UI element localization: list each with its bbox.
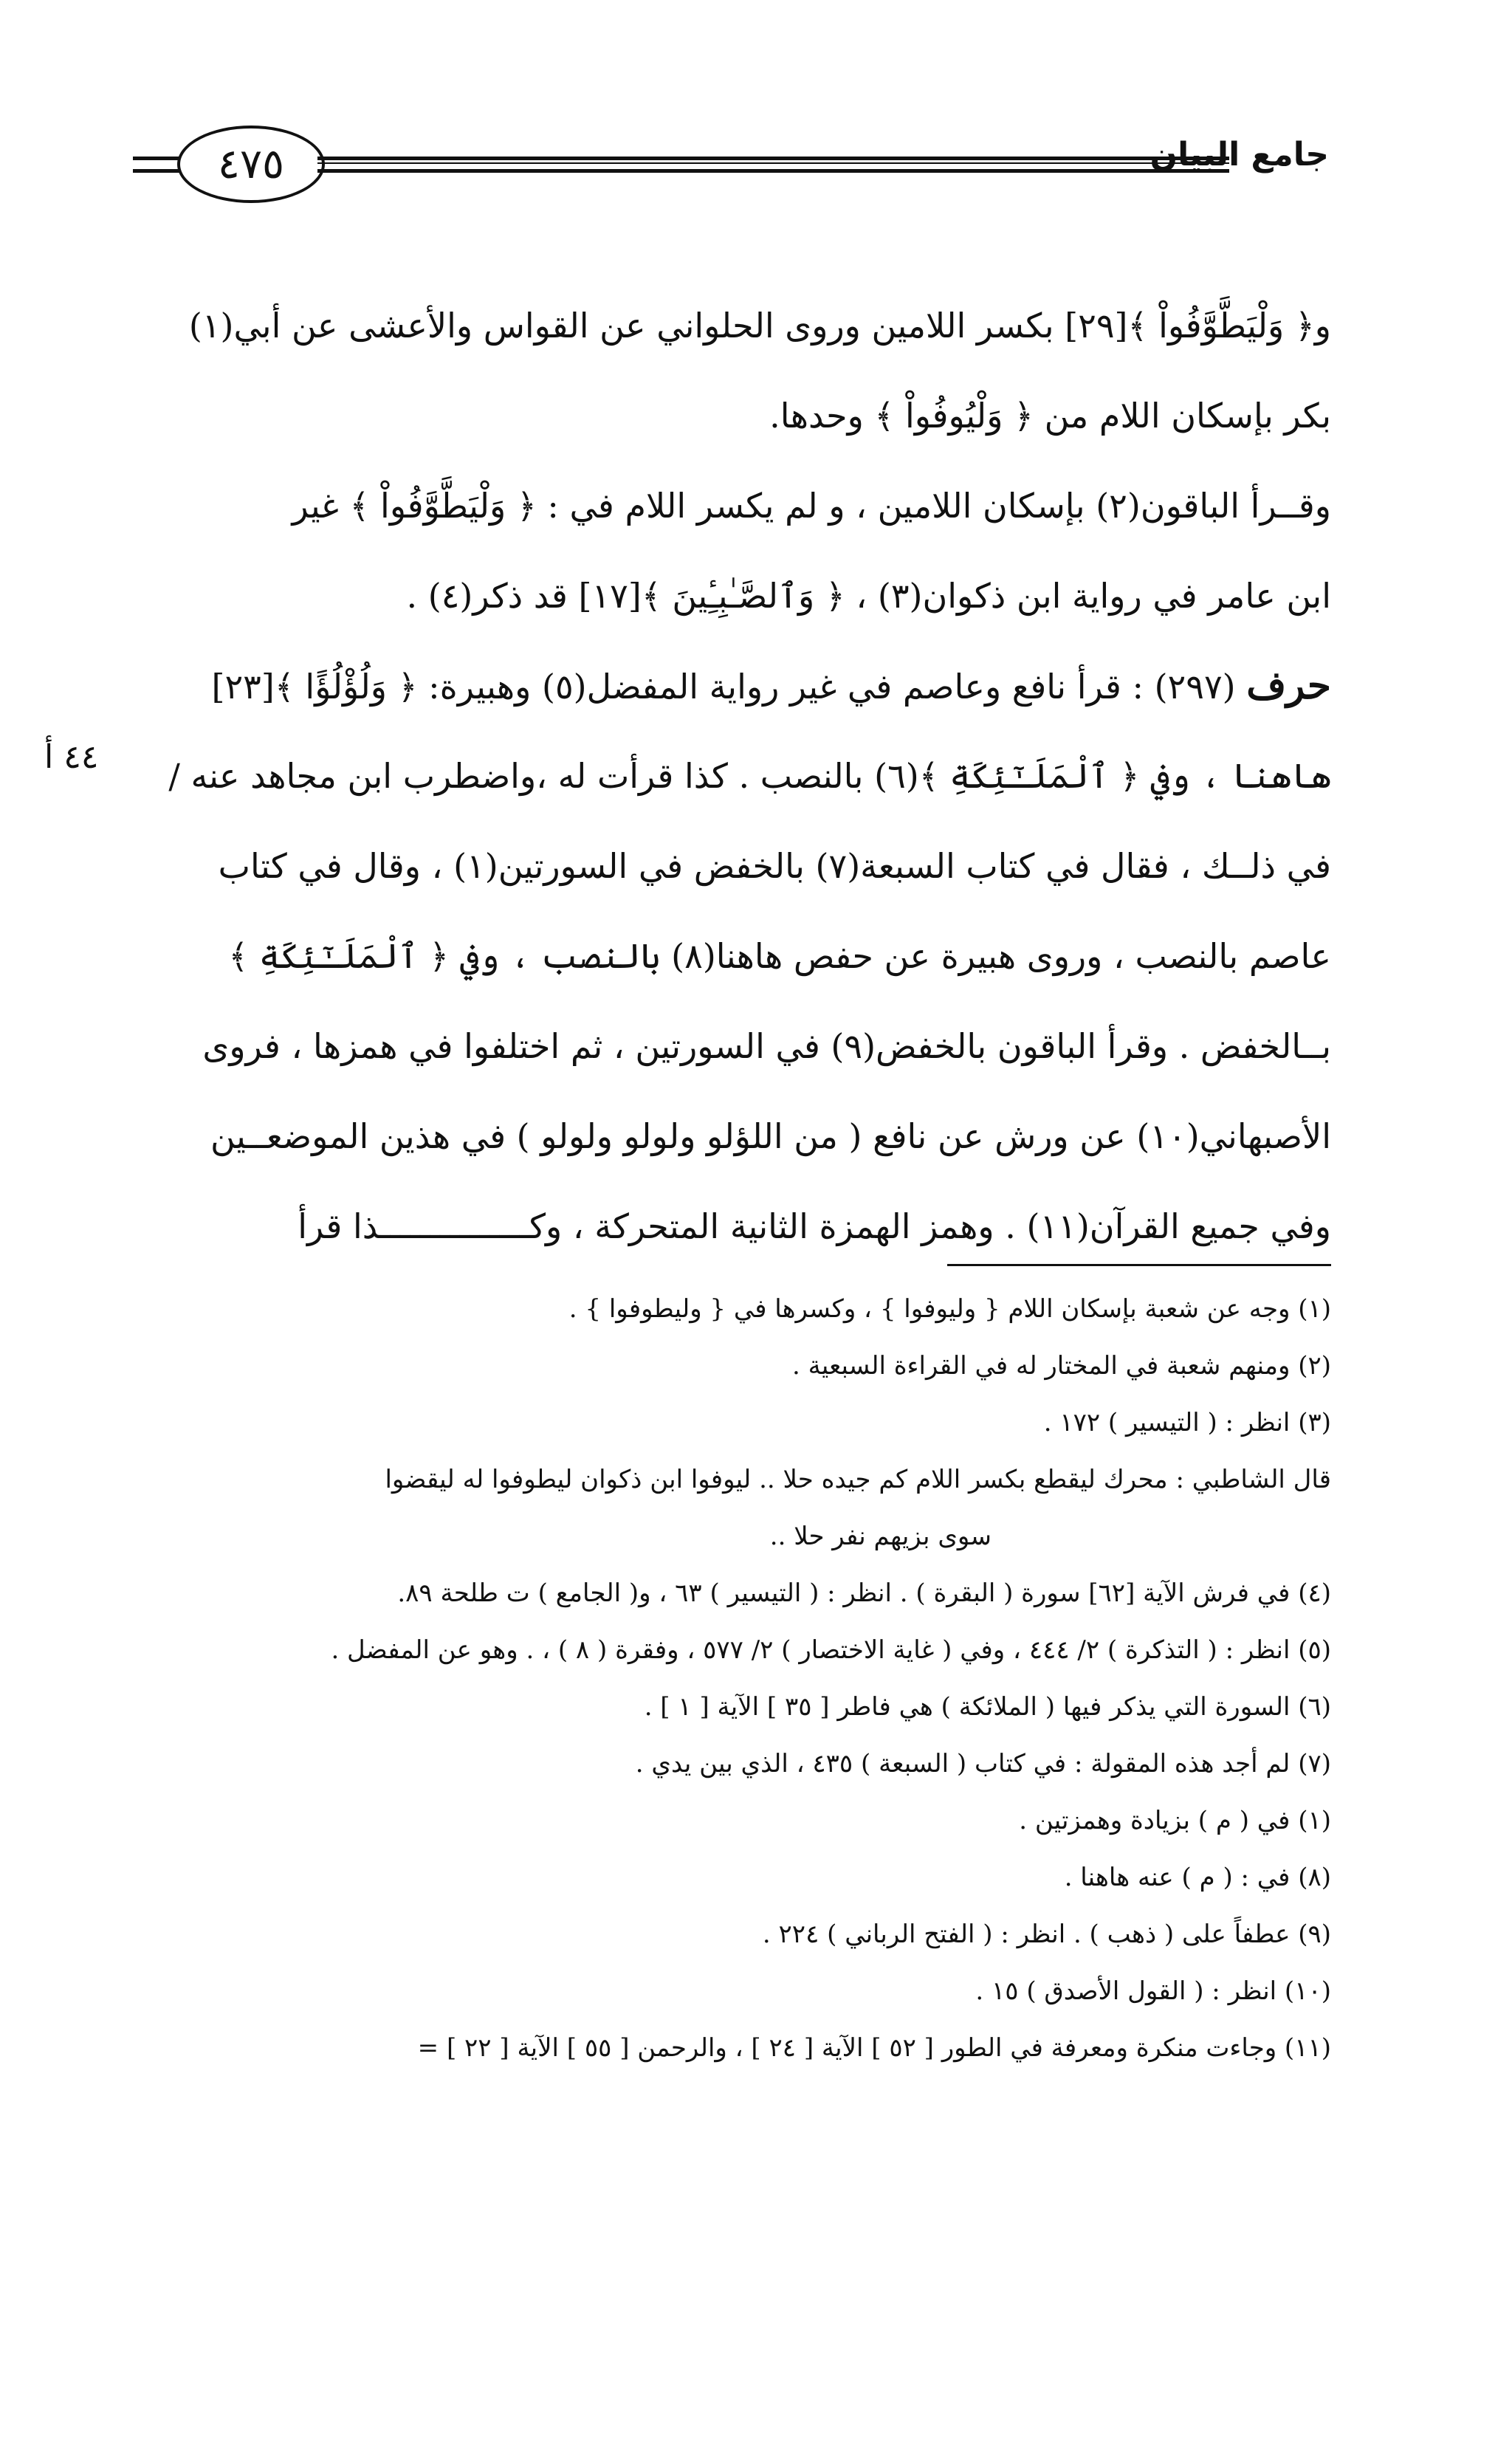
footnote: (٣) انظر : ( التيسير ) ١٧٢ . (1043, 1408, 1331, 1437)
body-line-harf (179, 641, 1331, 731)
footnote: (٥) انظر : ( التذكرة ) ٢/ ٤٤٤ ، وفي ( غاية الاختصار ) ٢/ ٥٧٧ ، وفقرة ( ٨ ) ، . وهو عن المفضل . (331, 1635, 1331, 1665)
page-number: ٤٧٥ (177, 126, 325, 203)
manuscript-folio-note: ٤٤ أ (44, 738, 99, 776)
footnote: (١) في ( م ) بزيادة وهمزتين . (1019, 1806, 1331, 1835)
footnote: (٦) السورة التي يذكر فيها ( الملائكة ) هي فاطر [ ٣٥ ] الآية [ ١ ] . (644, 1692, 1331, 1722)
footnote: (٩) عطفاً على ( ذهب ) . انظر : ( الفتح الرباني ) ٢٢٤ . (762, 1920, 1331, 1949)
body-line: وفي جميع القرآن(١١) . وهمز الهمزة الثانية المتحركة ، وكـــــــــــــــذا قرأ (298, 1206, 1331, 1246)
page-header (133, 126, 1329, 207)
footnote: (٢) ومنهم شعبة في المختار له في القراءة السبعية . (792, 1351, 1331, 1381)
harf-label: حرف (1246, 663, 1331, 708)
footnote: (١١) وجاءت منكرة ومعرفة في الطور [ ٥٢ ] الآية [ ٢٤ ] ، والرحمن [ ٥٥ ] الآية [ ٢٢ ] = (417, 2033, 1331, 2063)
footnote: قال الشاطبي : محرك ليقطع بكسر اللام كم جيده حلا .. ليوفوا ابن ذكوان ليطوفوا له ليقضوا (385, 1465, 1331, 1494)
body-line: عاصم بالنصب ، وروى هبيرة عن حفص هاهنا(٨) بالنصب ، وفي ﴿ ٱلْمَلَـٰٓئِكَةِ ﴾ (228, 936, 1331, 976)
body-line: هاهنا ، وفي ﴿ ٱلْمَلَـٰٓئِكَةِ ﴾(٦) بالنصب . كذا قرأت له ،واضطرب ابن مجاهد عنه / (168, 756, 1331, 796)
body-line: بكر بإسكان اللام من ﴿ وَلْيُوفُواْ ﴾ وحدها. (769, 396, 1331, 436)
footnotes (179, 1281, 1331, 2077)
body-line: في ذلــك ، فقال في كتاب السبعة(٧) بالخفض في السورتين(١) ، وقال في كتاب (218, 846, 1331, 886)
body-line: وقــرأ الباقون(٢) بإسكان اللامين ، و لم يكسر اللام في : ﴿ وَلْيَطَّوَّفُواْ ﴾ غير (292, 486, 1331, 526)
footnote: (١٠) انظر : ( القول الأصدق ) ١٥ . (975, 1976, 1331, 2006)
footnote: (٧) لم أجد هذه المقولة : في كتاب ( السبعة ) ٤٣٥ ، الذي بين يدي . (635, 1749, 1331, 1779)
body-line: ابن عامر في رواية ابن ذكوان(٣) ، ﴿ وَٱلصَّـٰبِـِٔينَ ﴾[١٧] قد ذكر(٤) . (406, 576, 1331, 616)
body-line: و﴿ وَلْيَطَّوَّفُواْ ﴾[٢٩] بكسر اللامين وروى الحلواني عن القواس والأعشى عن أبي(١) (188, 306, 1331, 346)
footnote: (١) وجه عن شعبة بإسكان اللام { وليوفوا } ، وكسرها في { وليطوفوا } . (568, 1294, 1331, 1324)
body-line: بــالخفض . وقرأ الباقون بالخفض(٩) في السورتين ، ثم اختلفوا في همزها ، فروى (202, 1026, 1331, 1066)
header-rule (317, 157, 1229, 173)
book-title: جامع البيان (1150, 136, 1329, 173)
body-line: (٢٩٧) : قرأ نافع وعاصم في غير رواية المفضل(٥) وهبيرة: ﴿ وَلُؤْلُؤًا ﴾[٢٣] (211, 667, 1236, 707)
body-line: الأصبهاني(١٠) عن ورش عن نافع ( من اللؤلو ولولو ولولو ) في هذين الموضعــين (210, 1116, 1331, 1156)
footnote: سوى بزيهم نفر حلا .. (769, 1522, 992, 1551)
main-text (168, 281, 1331, 1271)
footnote-separator (947, 1264, 1331, 1266)
footnote: (٨) في : ( م ) عنه هاهنا . (1064, 1863, 1331, 1892)
footnote: (٤) في فرش الآية [٦٢] سورة ( البقرة ) . انظر : ( التيسير ) ٦٣ ، و( الجامع ) ت طلحة ٨٩. (397, 1578, 1331, 1608)
